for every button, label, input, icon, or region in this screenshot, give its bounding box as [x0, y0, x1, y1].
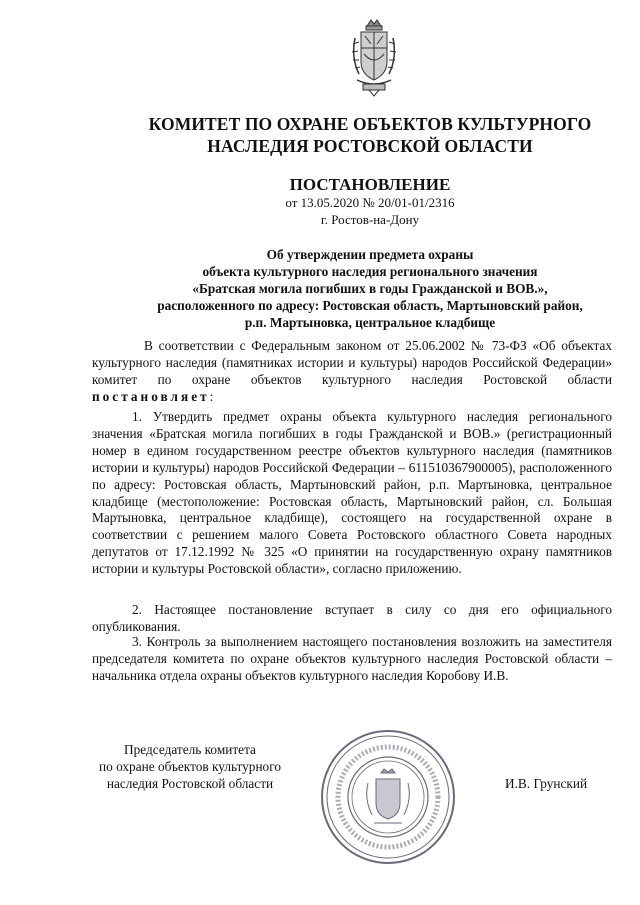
document-city: г. Ростов-на-Дону [320, 212, 420, 227]
preamble-text: В соответствии с Федеральным законом от 25.06.2002 № 73-ФЗ «Об объектах культурного наследия (памятниках истории и культуры) народов Российской Федерации» комитет по охране объектов культурного наследия Ростовской области [92, 338, 612, 387]
document-type: ПОСТАНОВЛЕНИЕ [289, 175, 451, 194]
signatory-name: И.В. Грунский [505, 776, 588, 791]
subject-line: расположенного по адресу: Ростовская область, Мартыновский район, [157, 298, 583, 313]
subject-line: объекта культурного наследия регионального значения [202, 264, 538, 279]
document-subject [100, 246, 640, 331]
resolution-item-3: 3. Контроль за выполнением настоящего постановления возложить на заместителя председателя комитета по охране объектов культурного наследия Ростовской области – начальника отдела охраны объектов культурного наследия Коробову И.В. [92, 634, 612, 683]
signatory-position [60, 742, 320, 793]
document-number: от 13.05.2020 № 20/01-01/2316 [285, 195, 455, 210]
org-name-line1: КОМИТЕТ ПО ОХРАНЕ ОБЪЕКТОВ КУЛЬТУРНОГО [148, 114, 592, 134]
coat-of-arms-emblem [349, 18, 399, 98]
subject-line: «Братская могила погибших в годы Гражданской и ВОВ.», [192, 281, 548, 296]
position-line: по охране объектов культурного [99, 758, 281, 774]
org-name-line2: НАСЛЕДИЯ РОСТОВСКОЙ ОБЛАСТИ [207, 136, 533, 156]
position-line: Председатель комитета [124, 742, 256, 757]
resolution-item-2: 2. Настоящее постановление вступает в силу со дня его официального опубликования. [92, 602, 612, 634]
organization-header [100, 113, 640, 157]
resolve-word: постановляет [92, 388, 210, 404]
preamble-paragraph [92, 338, 612, 406]
subject-line: Об утверждении предмета охраны [266, 247, 474, 262]
position-line: наследия Ростовской области [106, 775, 274, 791]
resolve-colon: : [209, 388, 214, 404]
official-seal-icon [318, 727, 458, 867]
subject-line: р.п. Мартыновка, центральное кладбище [244, 315, 496, 330]
resolution-item-1: 1. Утвердить предмет охраны объекта культурного наследия регионального значения «Братская могила погибших в годы Гражданской и ВОВ.» (регистрационный номер в едином государственном реестре объектов культурного наследия (памятников истории и культуры) народов Российской Федерации – 611510367900005), расположенного по адресу: Ростовская область, Мартыновский район, р.п. Мартыновка, центральное кладбище (местоположение: Ростовская область, Мартыновский район, сл. Большая Мартыновка, центральное кладбище), состоящего на государственной охране в соответствии с решением малого Совета Ростовского областного Совета народных депутатов от 17.12.1992 № 325 «О принятии на государственную охрану памятников истории и культуры Ростовской области», согласно приложению. [92, 409, 612, 577]
